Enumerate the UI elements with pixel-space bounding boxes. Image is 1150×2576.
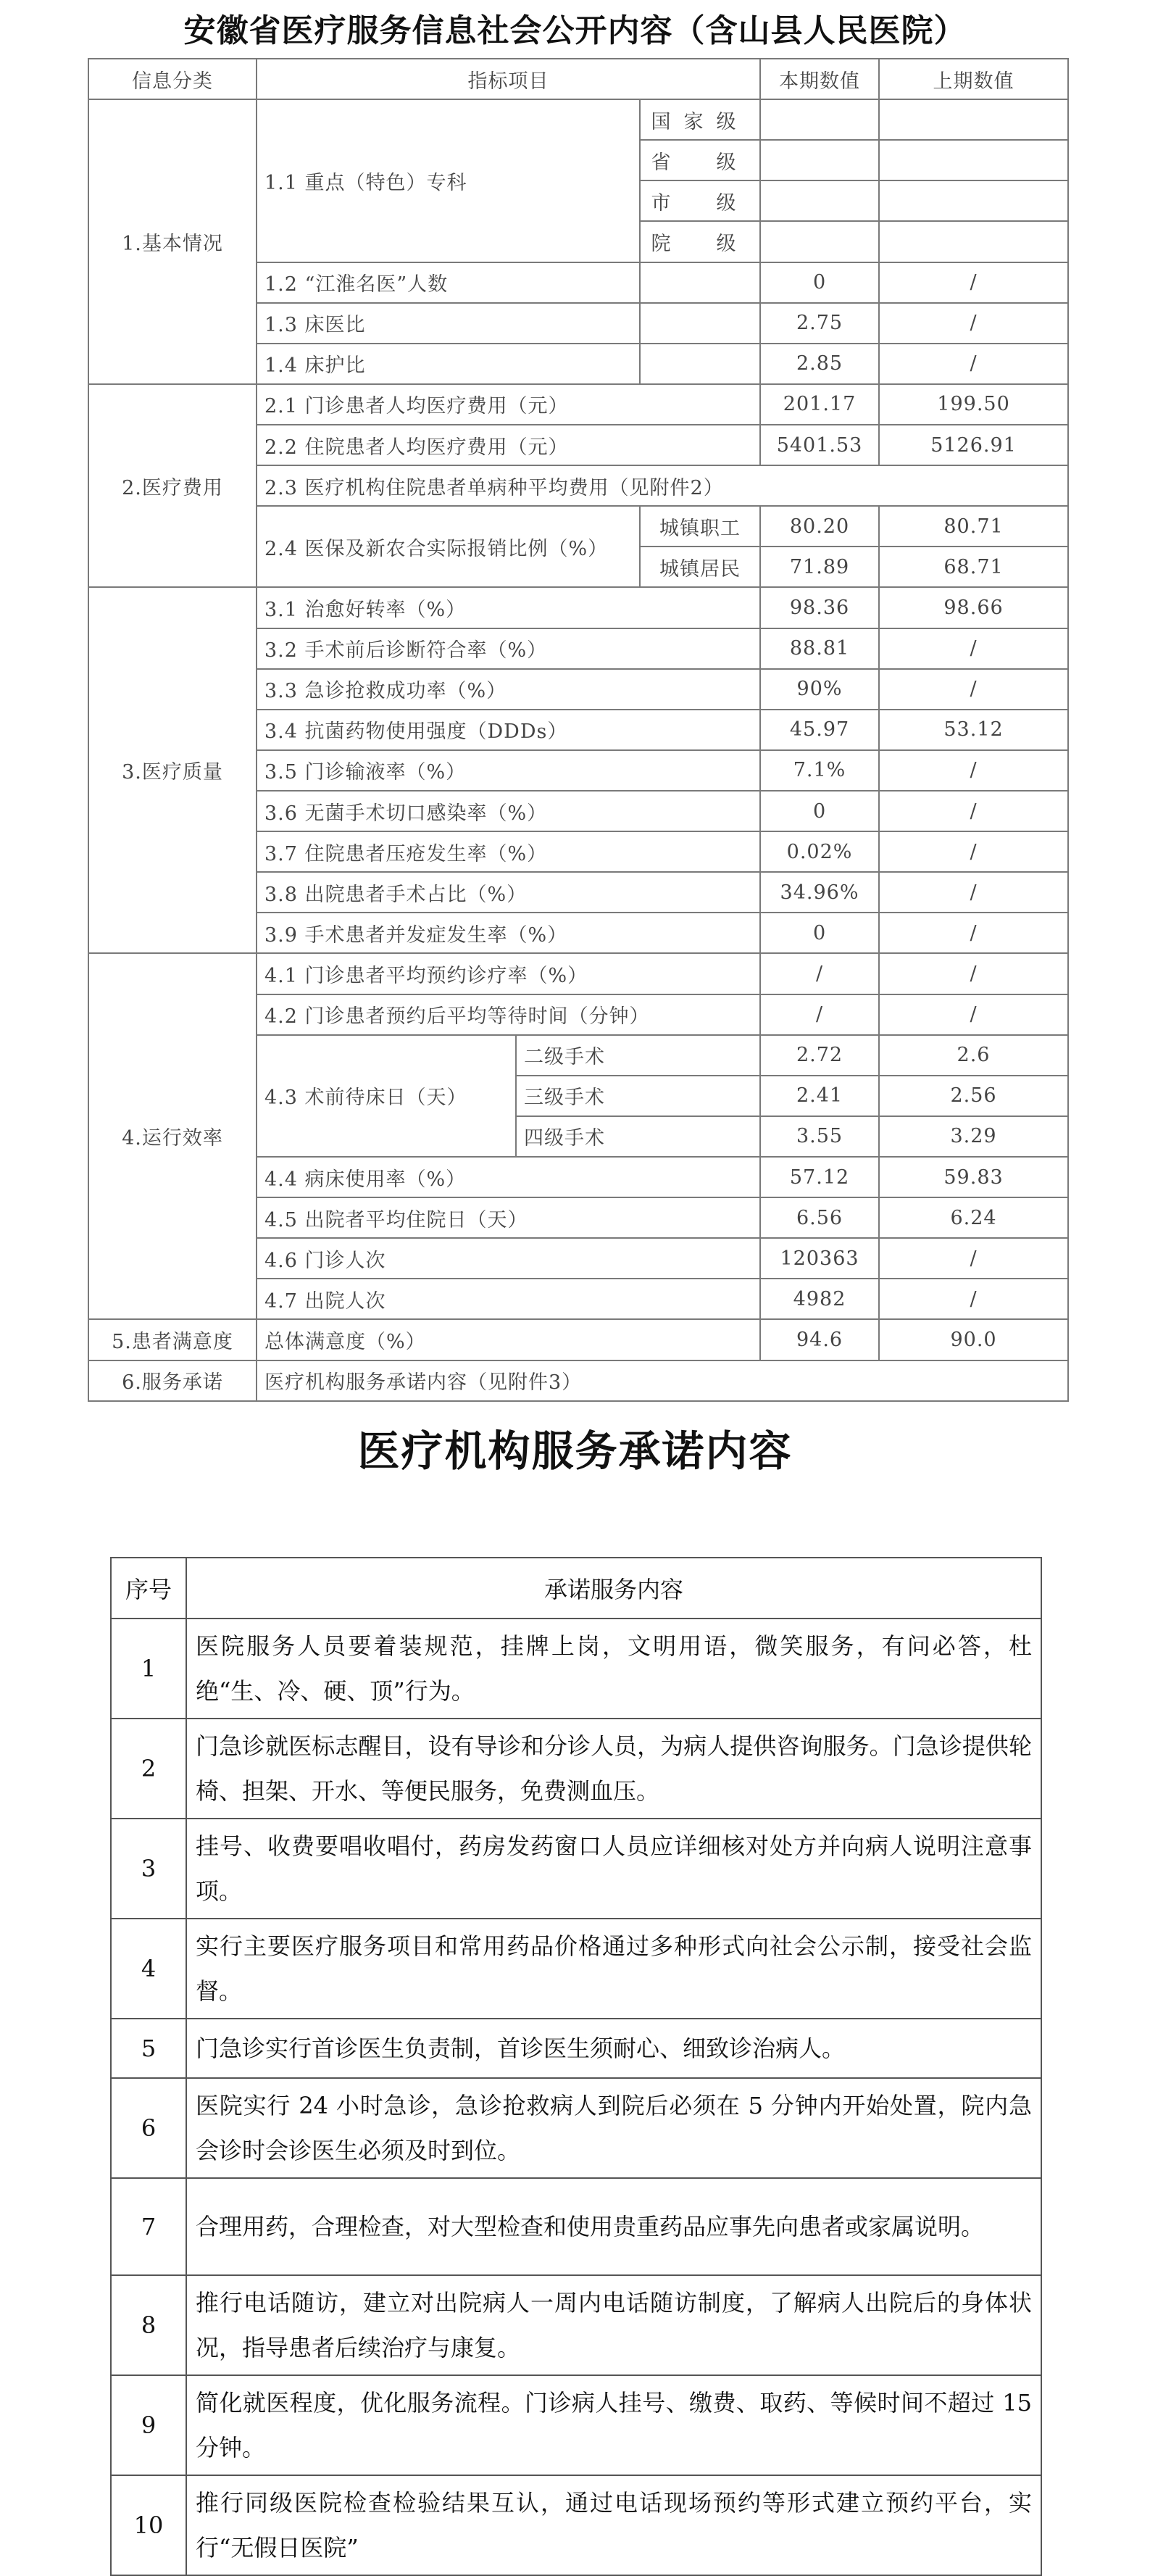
report-title: 安徽省医疗服务信息社会公开内容（含山县人民医院） xyxy=(183,12,967,49)
header-item: 指标项目 xyxy=(257,59,760,99)
table-row xyxy=(111,2078,1041,2178)
category-efficiency: 4.运行效率 xyxy=(88,953,257,1319)
table-header-row xyxy=(88,59,1068,99)
previous-value: / xyxy=(879,831,1068,872)
current-value xyxy=(760,221,879,262)
current-value: 5401.53 xyxy=(760,425,879,465)
current-value xyxy=(760,99,879,140)
table-row xyxy=(111,1619,1041,1719)
category-basic: 1.基本情况 xyxy=(88,99,257,384)
previous-value: / xyxy=(879,628,1068,669)
current-value: 45.97 xyxy=(760,710,879,750)
item-label: 4.1 门诊患者平均预约诊疗率（%） xyxy=(257,953,760,994)
previous-value: 68.71 xyxy=(879,547,1068,587)
empty-cell xyxy=(640,303,760,344)
promise-text: 挂号、收费要唱收唱付，药房发药窗口人员应详细核对处方并向病人说明注意事项。 xyxy=(186,1819,1041,1919)
promise-text: 医院实行 24 小时急诊，急诊抢救病人到院后必须在 5 分钟内开始处置，院内急会诊时会诊医生必须及时到位。 xyxy=(186,2078,1041,2178)
previous-value: / xyxy=(879,913,1068,953)
current-value: 2.41 xyxy=(760,1076,879,1116)
table-row xyxy=(111,2178,1041,2275)
promise-number: 2 xyxy=(111,1719,186,1819)
table-row xyxy=(111,2019,1041,2078)
promise-text: 门急诊就医标志醒目，设有导诊和分诊人员，为病人提供咨询服务。门急诊提供轮椅、担架、开水、等便民服务，免费测血压。 xyxy=(186,1719,1041,1819)
previous-value: / xyxy=(879,1279,1068,1319)
header-current: 本期数值 xyxy=(760,59,879,99)
table-row xyxy=(111,2275,1041,2375)
current-value: 2.72 xyxy=(760,1035,879,1076)
item-label: 2.3 医疗机构住院患者单病种平均费用（见附件2） xyxy=(257,465,1068,506)
item-label: 3.3 急诊抢救成功率（%） xyxy=(257,669,760,710)
previous-value: 90.0 xyxy=(879,1319,1068,1360)
sub-item: 四级手术 xyxy=(516,1116,760,1157)
promise-number: 9 xyxy=(111,2375,186,2475)
sub-level: 院 级 xyxy=(640,221,760,262)
header-content: 承诺服务内容 xyxy=(186,1558,1041,1619)
previous-value xyxy=(879,180,1068,221)
previous-value: / xyxy=(879,750,1068,791)
previous-value: 2.6 xyxy=(879,1035,1068,1076)
previous-value: / xyxy=(879,953,1068,994)
previous-value: 5126.91 xyxy=(879,425,1068,465)
item-label: 4.3 术前待床日（天） xyxy=(257,1035,516,1157)
sub-item: 城镇职工 xyxy=(640,506,760,547)
empty-cell xyxy=(640,262,760,303)
current-value: 0 xyxy=(760,262,879,303)
header-no: 序号 xyxy=(111,1558,186,1619)
item-label: 1.1 重点（特色）专科 xyxy=(257,99,640,262)
item-label: 3.5 门诊输液率（%） xyxy=(257,750,760,791)
table-row xyxy=(111,1819,1041,1919)
current-value: 0.02% xyxy=(760,831,879,872)
promise-table xyxy=(110,1557,1042,2576)
current-value: / xyxy=(760,994,879,1035)
category-satisfaction: 5.患者满意度 xyxy=(88,1319,257,1360)
previous-value: / xyxy=(879,669,1068,710)
promise-number: 1 xyxy=(111,1619,186,1719)
previous-value: 98.66 xyxy=(879,587,1068,628)
promise-text: 门急诊实行首诊医生负责制，首诊医生须耐心、细致诊治病人。 xyxy=(186,2019,1041,2078)
item-label: 3.8 出院患者手术占比（%） xyxy=(257,872,760,913)
category-quality: 3.医疗质量 xyxy=(88,587,257,953)
item-label: 3.9 手术患者并发症发生率（%） xyxy=(257,913,760,953)
header-category: 信息分类 xyxy=(88,59,257,99)
current-value: 120363 xyxy=(760,1238,879,1279)
promise-text: 医院服务人员要着装规范，挂牌上岗，文明用语，微笑服务，有问必答，杜绝“生、冷、硬、顶”行为。 xyxy=(186,1619,1041,1719)
current-value: 0 xyxy=(760,791,879,831)
item-label: 4.2 门诊患者预约后平均等待时间（分钟） xyxy=(257,994,760,1035)
promise-text: 实行主要医疗服务项目和常用药品价格通过多种形式向社会公示制，接受社会监督。 xyxy=(186,1919,1041,2019)
previous-value: 3.29 xyxy=(879,1116,1068,1157)
item-label: 4.4 病床使用率（%） xyxy=(257,1157,760,1197)
item-label: 3.1 治愈好转率（%） xyxy=(257,587,760,628)
table-header-row xyxy=(111,1558,1041,1619)
item-label: 3.2 手术前后诊断符合率（%） xyxy=(257,628,760,669)
table-row xyxy=(88,587,1068,628)
current-value: 98.36 xyxy=(760,587,879,628)
table-row xyxy=(88,1319,1068,1360)
item-label: 4.6 门诊人次 xyxy=(257,1238,760,1279)
current-value: 3.55 xyxy=(760,1116,879,1157)
promise-number: 7 xyxy=(111,2178,186,2275)
table-row xyxy=(111,1719,1041,1819)
table-row xyxy=(111,2475,1041,2575)
previous-value: / xyxy=(879,791,1068,831)
current-value: 7.1% xyxy=(760,750,879,791)
item-label: 4.5 出院者平均住院日（天） xyxy=(257,1197,760,1238)
promise-number: 3 xyxy=(111,1819,186,1919)
header-previous: 上期数值 xyxy=(879,59,1068,99)
table-row xyxy=(111,1919,1041,2019)
promise-title: 医疗机构服务承诺内容 xyxy=(357,1426,793,1476)
promise-number: 5 xyxy=(111,2019,186,2078)
promise-number: 4 xyxy=(111,1919,186,2019)
item-label: 2.2 住院患者人均医疗费用（元） xyxy=(257,425,760,465)
empty-cell xyxy=(640,344,760,384)
item-label: 2.1 门诊患者人均医疗费用（元） xyxy=(257,384,760,425)
previous-value: / xyxy=(879,344,1068,384)
current-value: 90% xyxy=(760,669,879,710)
previous-value: / xyxy=(879,994,1068,1035)
indicator-table xyxy=(88,58,1069,1402)
previous-value: 2.56 xyxy=(879,1076,1068,1116)
previous-value xyxy=(879,221,1068,262)
table-row xyxy=(88,99,1068,140)
current-value: 201.17 xyxy=(760,384,879,425)
current-value xyxy=(760,140,879,180)
category-cost: 2.医疗费用 xyxy=(88,384,257,588)
current-value: / xyxy=(760,953,879,994)
previous-value: 53.12 xyxy=(879,710,1068,750)
promise-number: 10 xyxy=(111,2475,186,2575)
previous-value: / xyxy=(879,262,1068,303)
item-label: 3.4 抗菌药物使用强度（DDDs） xyxy=(257,710,760,750)
item-label: 3.7 住院患者压疮发生率（%） xyxy=(257,831,760,872)
table-row xyxy=(88,1360,1068,1402)
previous-value: / xyxy=(879,1238,1068,1279)
sub-level: 省 级 xyxy=(640,140,760,180)
current-value: 34.96% xyxy=(760,872,879,913)
promise-text: 合理用药，合理检查，对大型检查和使用贵重药品应事先向患者或家属说明。 xyxy=(186,2178,1041,2275)
previous-value: / xyxy=(879,303,1068,344)
promise-text: 简化就医程度，优化服务流程。门诊病人挂号、缴费、取药、等候时间不超过 15 分钟。 xyxy=(186,2375,1041,2475)
previous-value xyxy=(879,99,1068,140)
item-label: 医疗机构服务承诺内容（见附件3） xyxy=(257,1360,1068,1402)
table-row xyxy=(111,2375,1041,2475)
item-label: 总体满意度（%） xyxy=(257,1319,760,1360)
current-value: 57.12 xyxy=(760,1157,879,1197)
sub-level: 市 级 xyxy=(640,180,760,221)
item-label: 1.2 “江淮名医”人数 xyxy=(257,262,640,303)
item-label: 3.6 无菌手术切口感染率（%） xyxy=(257,791,760,831)
category-service: 6.服务承诺 xyxy=(88,1360,257,1402)
promise-number: 8 xyxy=(111,2275,186,2375)
previous-value: 199.50 xyxy=(879,384,1068,425)
item-label: 2.4 医保及新农合实际报销比例（%） xyxy=(257,506,640,587)
item-label: 4.7 出院人次 xyxy=(257,1279,760,1319)
current-value: 2.75 xyxy=(760,303,879,344)
current-value: 88.81 xyxy=(760,628,879,669)
current-value: 2.85 xyxy=(760,344,879,384)
promise-number: 6 xyxy=(111,2078,186,2178)
current-value: 0 xyxy=(760,913,879,953)
promise-text: 推行电话随访，建立对出院病人一周内电话随访制度，了解病人出院后的身体状况，指导患者后续治疗与康复。 xyxy=(186,2275,1041,2375)
previous-value: 80.71 xyxy=(879,506,1068,547)
previous-value: 6.24 xyxy=(879,1197,1068,1238)
item-label: 1.4 床护比 xyxy=(257,344,640,384)
current-value xyxy=(760,180,879,221)
table-row xyxy=(88,384,1068,425)
current-value: 6.56 xyxy=(760,1197,879,1238)
previous-value: / xyxy=(879,872,1068,913)
item-label: 1.3 床医比 xyxy=(257,303,640,344)
sub-item: 二级手术 xyxy=(516,1035,760,1076)
previous-value xyxy=(879,140,1068,180)
previous-value: 59.83 xyxy=(879,1157,1068,1197)
table-row xyxy=(88,953,1068,994)
current-value: 71.89 xyxy=(760,547,879,587)
sub-item: 城镇居民 xyxy=(640,547,760,587)
sub-item: 三级手术 xyxy=(516,1076,760,1116)
current-value: 94.6 xyxy=(760,1319,879,1360)
promise-text: 推行同级医院检查检验结果互认，通过电话现场预约等形式建立预约平台，实行“无假日医院” xyxy=(186,2475,1041,2575)
current-value: 80.20 xyxy=(760,506,879,547)
current-value: 4982 xyxy=(760,1279,879,1319)
sub-level: 国家级 xyxy=(640,99,760,140)
